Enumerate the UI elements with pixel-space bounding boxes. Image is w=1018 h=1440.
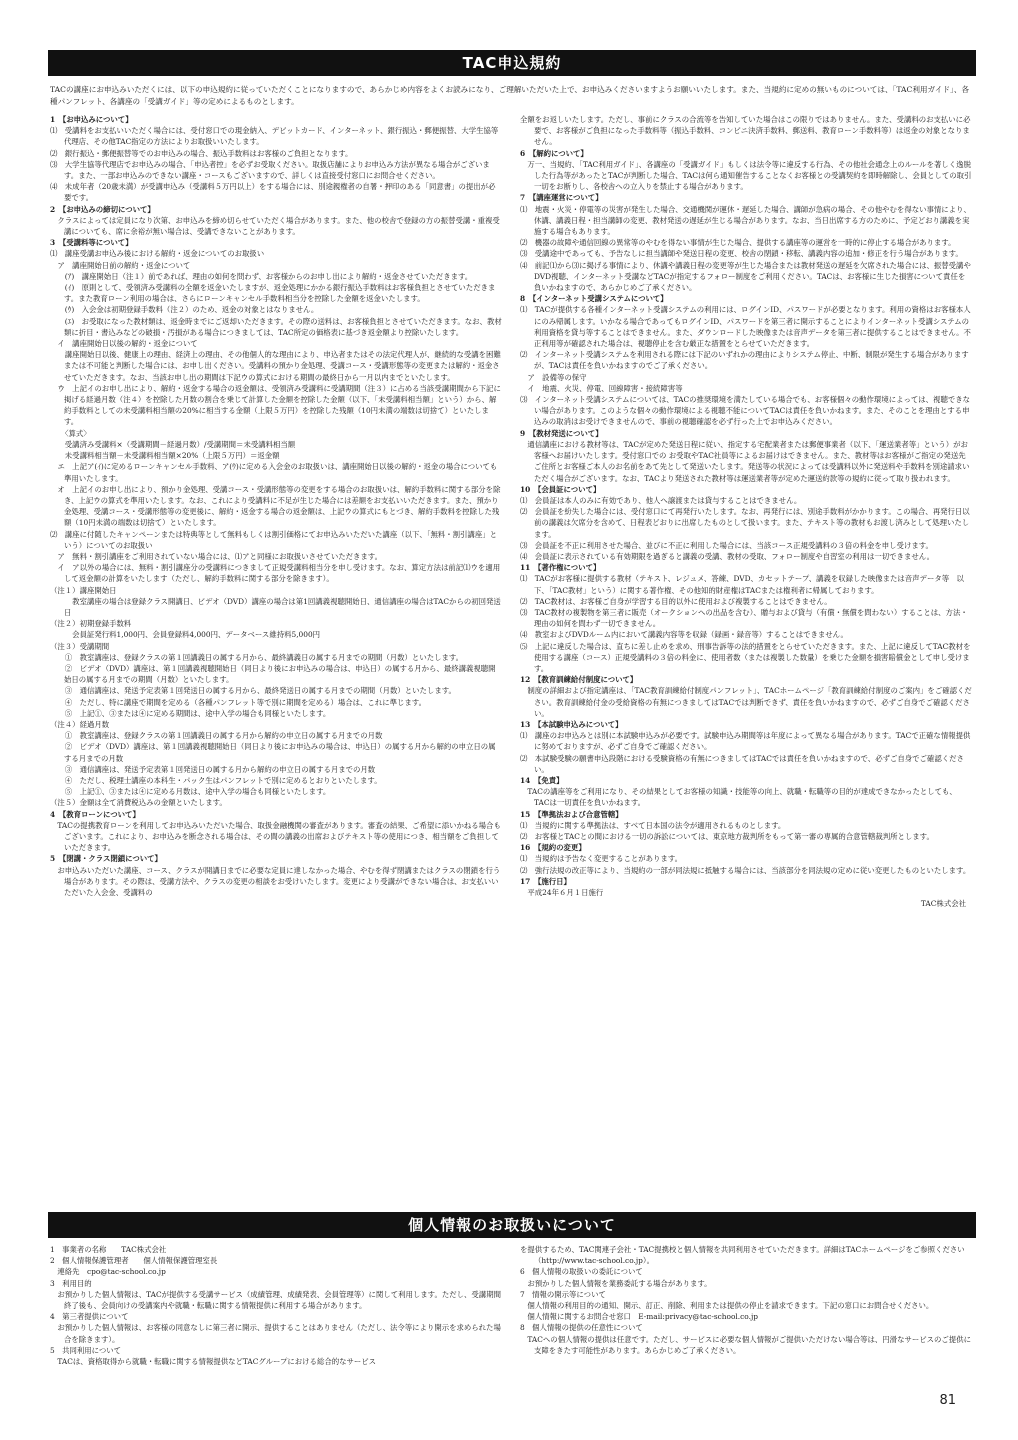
paragraph: ⑵ インターネット受講システムを利用される際には下記のいずれかの理由によりシステム停止、中断、制限が発生する場合がありますが、TACは責任を負いかねますのでご了承ください。 bbox=[520, 350, 969, 371]
section-heading: 12 【教育訓練給付制度について】 bbox=[520, 675, 638, 685]
paragraph: を提供するため、TAC関連子会社・TAC提携校と個人情報を共同利用させていただきます。詳細はTACホームページをご参照ください（http://www.tac-school.co.jp）。 bbox=[520, 1245, 965, 1266]
paragraph: 8 個人情報の提供の任意性について bbox=[520, 1323, 643, 1333]
paragraph: TACは、資格取得から就職・転職に関する情報提供などTACグループにおける総合的なサービス bbox=[50, 1357, 377, 1367]
paragraph: TACへの個人情報の提供は任意です。ただし、サービスに必要な個人情報がご提供いただけない場合等は、円滑なサービスのご提供に支障をきたす可能性があります。あらかじめご了承ください。 bbox=[520, 1334, 971, 1355]
paragraph: ⑶ 会員証を不正に利用させた場合、並びに不正に利用した場合には、当該コース正規受講料の３倍の料金を申し受けます。 bbox=[520, 540, 933, 550]
paragraph: ⑴ 当規約に関する準拠法は、すべて日本国の法令が適用されるものとします。 bbox=[520, 820, 786, 830]
paragraph: 7 情報の開示等について bbox=[520, 1289, 606, 1299]
paragraph: （注３）受講期間 bbox=[50, 641, 110, 651]
paragraph: ⑵ お客様とTACとの間における一切の訴訟については、東京地方裁判所をもって第一審の専属的合意管轄裁判所とします。 bbox=[520, 832, 934, 841]
paragraph: ② ビデオ（DVD）講座は、第１回講義視聴開始日（同日より後にお申込みの場合は、申込日）の属する月から、最終講義視聴開始日の属する月までの期間（月数）といたします。 bbox=[50, 663, 496, 685]
paragraph: オ 上記イのお申し出により、預かり金処理、受講コース・受講形態等の変更をする場合のお取扱いは、解約手数料に関する部分を除き、上記ウの算式を準用いたします。なお、これにより受講料に不足が生じた場合には差額をお支払いいただきます。また、預かり金処理、受講コース・受講形態等の変更後に、解約・返金する場合の返金額は、上記ウの算式にもとづき、解約手数料を控除した残額（10円未満の端数は切捨て）といたします。 bbox=[50, 484, 501, 528]
paragraph: ② ビデオ（DVD）講座は、第１回講義視聴開始日（同日より後にお申込みの場合は、申込日）の属する月から解約の申立日の属する月までの月数 bbox=[50, 742, 496, 763]
paragraph: 制度の詳細および指定講座は、「TAC教育訓練給付制度パンフレット」、TACホームページ「教育訓練給付制度のご案内」をご確認ください。教育訓練給付金の受給資格の有無につきましてはTACでは判断できず、責任を負いかねますので、必ずご自身でご確認ください。 bbox=[520, 686, 972, 718]
paragraph: ⑵ 機器の故障や通信回線の異常等のやむを得ない事情が生じた場合、提供する講座等の運営を一時的に停止する場合があります。 bbox=[520, 238, 956, 248]
paragraph: 全額をお返しいたします。ただし、事前にクラスの合流等を告知していた場合はこの限りではありません。また、受講料のお支払いに必要で、お客様がご負担になった手数料等（振込手数料、コンビニ決済手数料、郵送料、教育ローン手数料等）は返金の対象となりません。 bbox=[520, 115, 971, 147]
paragraph: TACの提携教育ローンを利用してお申込みいただいた場合、取扱金融機関の審査があります。審査の結果、ご希望に添いかねる場合もございます。これにより、お申込みを断念される場合は、その間の講義の出席およびテキスト等の使用につき、相当額をご負担していただきます。 bbox=[50, 820, 501, 853]
paragraph: エ 上記ア(ｲ)に定めるローンキャンセル手数料、ア(ｳ)に定める入会金のお取扱いは、講座開始日以後の解約・返金の場合についても準用いたします。 bbox=[50, 462, 498, 483]
paragraph: ⑷ 会員証に表示されている有効期限を過ぎると講義の受講、教材の受取、フォロー制度や自習室の利用は一切できません。 bbox=[520, 551, 934, 561]
paragraph: ⑴ TACが提供する各種インターネット受講システムの利用には、ログインID、パスワードが必要となります。利用の資格はお客様本人にのみ帰属します。いかなる場合であってもログインID、パスワードを第三者に開示することによりインターネット受講システムの利用資格を貸与等することはできません。また、ダウンロードした映像または音声データを第三者に提供することはできません。不正利用等が確認された場合は、視聴停止を含む厳正な措置をとらせていただきます。 bbox=[520, 305, 971, 349]
section-heading: 10 【会員証について】 bbox=[520, 484, 601, 494]
paragraph: ⑷ 前記⑴から⑶に掲げる事情により、休講や講義日程の変更等が生じた場合または教材発送の遅延を欠席された場合には、振替受講やDVD視聴、インターネット受講などTACが指定するフォロー制度をご利用ください。TACは、お客様に生じた損害について責任を負いかねますので、あらかじめご了承ください。 bbox=[520, 260, 971, 293]
terms-column-right bbox=[520, 114, 972, 1184]
section-heading: 3 【受講料等について】 bbox=[50, 238, 133, 248]
paragraph: ⑶ 大学生協等代理店でお申込みの場合、「申込者控」を必ずお受取ください。取扱店舗によりお申込み方法が異なる場合がございます。また、一部お申込みのできない講座・コースもございますので、詳しくは直接受付窓口にお問合せください。 bbox=[50, 159, 490, 181]
section-heading: 5 【閉講・クラス閉鎖について】 bbox=[50, 854, 162, 864]
privacy-title: 個人情報のお取扱いについて bbox=[48, 1212, 976, 1238]
paragraph: ④ ただし、税理士講座の本科生・パック生はパンフレットで別に定めるとおりといたします。 bbox=[50, 775, 382, 785]
paragraph: 2 個人情報保護管理者 個人情報保護管理室長 bbox=[50, 1256, 218, 1266]
paragraph: ① 教室講座は、登録クラスの第１回講義日の属する月から、最終講義日の属する月までの期間（月数）といたします。 bbox=[50, 652, 464, 662]
paragraph: クラスによっては定員になり次第、お申込みを締め切らせていただく場合があります。また、他の校舎で登録の方の振替受講・重複受講についても、席に余裕が無い場合は、受講できないことがあります。 bbox=[50, 215, 500, 237]
section-heading: 2 【お申込みの締切について】 bbox=[50, 204, 155, 214]
paragraph: お預かりした個人情報は、TACが提供する受講サービス（成績管理、成績発表、会員管理等）に関して利用します。ただし、受講期間終了後も、会員向けの受講案内や就職・転職に関する情報提供に利用する場合があります。 bbox=[50, 1289, 501, 1311]
section-heading: 1 【お申込みについて】 bbox=[50, 115, 133, 124]
paragraph: ⑵ 会員証を紛失した場合には、受付窓口にて再発行いたします。なお、再発行には、別途手数料がかかります。この場合、再発行日以前の講義は欠席分を含めて、日程表どおりに出席したものとして扱います。また、テキスト等の教材もお渡し済みとして処理いたします。 bbox=[520, 507, 970, 539]
terms-column-left bbox=[50, 114, 502, 1184]
section-heading: 13 【本試験申込みについて】 bbox=[520, 719, 623, 729]
paragraph: ⑴ 講座受講お申込み後における解約・返金についてのお取扱い bbox=[50, 249, 265, 259]
paragraph: (ｱ) 講座開始日（注１）前であれば、理由の如何を問わず、お客様からのお申し出により解約・返金させていただきます。 bbox=[50, 271, 473, 281]
paragraph: ⑵ 強行法規の改正等により、当規約の一部が同法規に抵触する場合には、当該部分を同法規の定めに従い変更したものといたします。 bbox=[520, 865, 971, 875]
terms-intro: TACの講座にお申込みいただくには、以下の申込規約に従っていただくことになりますので、あらかじめ内容をよくお読みになり、ご理解いただいた上で、お申込みくださいますようお願いいたします。また、当規約に定めの無いものについては、「TAC利用ガイド」、各種パンフレット、各講座の「受講ガイド」等の定めによるものとします。 bbox=[50, 85, 970, 106]
section-heading: 8 【インターネット受講システムについて】 bbox=[520, 294, 668, 304]
paragraph: 講座開始日以後、健康上の理由、経済上の理由、その他個人的な理由により、申込者またはその法定代理人が、継続的な受講を困難または不可能と判断した場合には、お申し出ください。受講料の預かり金処理、受講コース・受講形態等の変更または解約・返金させていただきます。なお、当該お申し出の期間は下記ウの算式における期間の最終日から一月以内までといたします。 bbox=[50, 350, 501, 382]
paragraph: 個人情報に関するお問合せ窓口 E-mail:privacy@tac-school.co.jp bbox=[520, 1312, 758, 1322]
paragraph: 4 第三者提供について bbox=[50, 1312, 129, 1322]
paragraph: お申込みいただいた講座、コース、クラスが開講日までに必要な定員に達しなかった場合、やむを得ず閉講またはクラスの閉鎖を行う場合があります。その際は、受講方法や、クラスの変更の相談をお受けいたします。変更により受講ができない場合は、お支払いいただいた入会金、受講料の bbox=[50, 865, 501, 898]
paragraph: 3 利用目的 bbox=[50, 1278, 92, 1288]
paragraph: ⑴ 当規約は予告なく変更することがあります。 bbox=[520, 854, 683, 864]
paragraph: 万一、当規約、「TAC利用ガイド」、各講座の「受講ガイド」もしくは法令等に違反する行為、その他社会通念上のルールを著しく逸脱した行為等があったとTACが判断した場合、TACは何ら通知催告することなくお客様との受講契約を即時解除し、会員としての取引一切をお断りし、各校舎への立入りを禁止する場合があります。 bbox=[520, 159, 972, 192]
paragraph: ア 設備等の保守 bbox=[520, 372, 587, 382]
section-heading: 9 【教材発送について】 bbox=[520, 428, 603, 438]
paragraph: ④ ただし、特に講座で期間を定める（各種パンフレット等で別に期間を定める）場合は、これに準じます。 bbox=[50, 697, 426, 707]
paragraph: ⑴ TACがお客様に提供する教材（テキスト、レジュメ、答練、DVD、カセットテープ、講義を収録した映像または音声データ等 以下、「TAC教材」という）に関する著作権、その他知的財産権はTACまたは権利者に帰属しております。 bbox=[520, 574, 964, 595]
paragraph: （注２）初期登録手数料 bbox=[50, 619, 132, 629]
paragraph: 教室講座の場合は登録クラス開講日、ビデオ（DVD）講座の場合は第1回講義視聴開始日、通信講座の場合はTACからの初回発送日 bbox=[50, 596, 501, 617]
paragraph: TACの講座等をご利用になり、その結果としてお客様の知識・技能等の向上、就職・転職等の目的が達成できなかったとしても、TACは一切責任を負いかねます。 bbox=[520, 787, 957, 808]
paragraph: ⑵ 本試験受験の願書申込段階における受験資格の有無につきましてはTACでは責任を負いかねますので、必ずご自身でご確認ください。 bbox=[520, 753, 964, 774]
section-heading: 16 【規約の変更】 bbox=[520, 843, 586, 853]
paragraph: 6 個人情報の取扱いの委託について bbox=[520, 1267, 643, 1277]
paragraph: 会員証発行料1,000円、会員登録料4,000円、データベース維持料5,000円 bbox=[50, 630, 321, 640]
section-heading: 14 【免責】 bbox=[520, 775, 564, 785]
paragraph: 〈算式〉 bbox=[50, 428, 91, 438]
section-heading: 15 【準拠法および合意管轄】 bbox=[520, 809, 623, 819]
paragraph: 平成24年６月１日施行 bbox=[520, 888, 604, 898]
section-heading: 4 【教育ローンについて】 bbox=[50, 809, 140, 819]
paragraph: ⑵ 銀行振込・郵便振替等でのお申込みの場合、振込手数料はお客様のご負担となります。 bbox=[50, 148, 353, 158]
paragraph: ③ 通信講座は、発送予定表第１回発送日の属する月から、最終発送日の属する月までの期間（月数）といたします。 bbox=[50, 686, 456, 696]
paragraph: ⑷ 未成年者（20歳未満）が受講申込み（受講料５万円以上）をする場合には、別途親権者の自署・押印のある「同意書」の提出が必要です。 bbox=[50, 182, 496, 203]
paragraph: (ｲ) 原則として、受領済み受講料の全額を返金いたしますが、返金処理にかかる銀行振込手数料はお客様負担とさせていただきます。また教育ローン利用の場合は、さらにローンキャンセル手数料相当分を控除した金額を返金いたします。 bbox=[50, 283, 496, 304]
paragraph: ① 教室講座は、登録クラスの第１回講義日の属する月から解約の申立日の属する月までの月数 bbox=[50, 731, 383, 741]
privacy-column-right bbox=[520, 1244, 972, 1394]
paragraph: 通信講座における教材等は、TACが定めた発送日程に従い、指定する宅配業者または郵便事業者（以下、「運送業者等」という）がお客様へお届けいたします。受付窓口での お受取やTAC社員等によるお届けはできません。また、教材等はお客様がご指定の発送先ご住所とお客様ご本人のお名前をあて先として発送いたします。発送等の状況によっては受講料以外に発送料や手数料を別途請求いただく場合がございます。なお、TACより発送された教材等は運送業者等が定めた運送約款等の規約に従って取り扱われます。 bbox=[520, 439, 970, 483]
privacy-column-left bbox=[50, 1244, 502, 1394]
paragraph: ⑴ 地震・火災・停電等の災害が発生した場合、交通機関が運休・遅延した場合、講師が急病の場合、その他やむを得ない事情により、休講、講義日程・担当講師の変更、教材発送の遅延が生じる場合があります。なお、当日出席する方のために、予定どおり講義を実施する場合もあります。 bbox=[520, 204, 971, 237]
paragraph: ア 無料・割引講座をご利用されていない場合には、⑴アと同様にお取扱いさせていただきます。 bbox=[50, 551, 382, 561]
paragraph: 受講済み受講料×（受講期間－経過月数）/受講期間＝未受講料相当額 bbox=[50, 439, 296, 449]
paragraph: ⑴ 受講料をお支払いいただく場合には、受付窓口での現金納入、デビットカード、インターネット、銀行振込・郵便振替、大学生協等代理店、その他TAC指定の方法によりお取扱いいたします。 bbox=[50, 126, 499, 147]
terms-title: TAC申込規約 bbox=[48, 50, 976, 76]
paragraph: ⑶ TAC教材の複製物を第三者に販売（オークションへの出品を含む）、贈与および貸与（有償・無償を問わない）することは、方法・理由の如何を問わず一切できません。 bbox=[520, 607, 968, 629]
paragraph: ア 講座開始日前の解約・返金について bbox=[50, 260, 191, 270]
paragraph: ⑤ 上記①、③または④に定める期間は、途中入学の場合も同様といたします。 bbox=[50, 708, 331, 718]
paragraph: 5 共同利用について bbox=[50, 1345, 122, 1355]
paragraph: 個人情報の利用目的の通知、開示、訂正、削除、利用または提供の停止を請求できます。下記の窓口にお問合せください。 bbox=[520, 1301, 934, 1311]
section-heading: 17 【施行日】 bbox=[520, 876, 571, 886]
paragraph: イ ア以外の場合には、無料・割引講座分の受講料につきまして正規受講料相当分を申し受けます。なお、算定方法は前記⑴ウを適用して返金額の計算をいたします（ただし、解約手数料に関する部分を除きます）。 bbox=[50, 563, 501, 584]
paragraph: ⑤ 上記①、③または④に定める月数は、途中入学の場合も同様といたします。 bbox=[50, 787, 331, 797]
paragraph: ⑴ 講座のお申込みとは別に本試験申込みが必要です。試験申込み期間等は年度によって異なる場合があります。TACで正確な情報提供に努めておりますが、必ずご自身でご確認ください。 bbox=[520, 731, 971, 752]
paragraph: (ｴ) お受取になった教材類は、返金時までにご返却いただきます。その際の送料は、お客様負担とさせていただきます。なお、教材類に折目・書込みなどの破損・汚損がある場合につきましては、TAC所定の価格表に基づき返金額より控除いたします。 bbox=[50, 316, 502, 337]
paragraph: ③ 通信講座は、発送予定表第１回発送日の属する月から解約の申立日の属する月までの月数 bbox=[50, 764, 376, 774]
paragraph: 未受講料相当額－未受講料相当額×20%（上限５万円）＝返金額 bbox=[50, 451, 280, 461]
paragraph: （注５）金額は全て消費税込みの金額といたします。 bbox=[50, 798, 227, 808]
section-heading: 11 【著作権について】 bbox=[520, 563, 601, 573]
paragraph: イ 地震、火災、停電、回線障害・接続障害等 bbox=[520, 383, 683, 393]
paragraph: （注４）経過月数 bbox=[50, 719, 110, 729]
section-heading: 6 【解約について】 bbox=[520, 148, 588, 158]
paragraph: ⑵ TAC教材は、お客様ご自身が学習する目的以外に使用および複製することはできません。 bbox=[520, 596, 832, 606]
paragraph: 1 事業者の名称 TAC株式会社 bbox=[50, 1245, 167, 1254]
paragraph: ⑸ 上記に違反した場合は、直ちに差し止めを求め、刑事告訴等の法的措置をとらせていただきます。また、上記に違反してTAC教材を使用する講座（コース）正規受講料の３倍の料金に、使用者数（または複製した数量）を乗じた金額を損害賠償金として申し受けます。 bbox=[520, 641, 971, 673]
paragraph: (ｳ) 入会金は初期登録手数料（注２）のため、返金の対象とはなりません。 bbox=[50, 305, 319, 315]
paragraph: お預かりした個人情報は、お客様の同意なしに第三者に開示、提供することはありません（ただし、法令等により開示を求められた場合を除きます）。 bbox=[50, 1323, 501, 1344]
paragraph: 連絡先 cpo@tac-school.co.jp bbox=[50, 1267, 166, 1277]
paragraph: ウ 上記イのお申し出により、解約・返金する場合の返金額は、受領済み受講料に受講期間（注３）に占める当該受講期間から下記に掲げる経過月数（注４）を控除した月数の割合を乗じて計算した金額を控除した金額（以下、「未受講料相当額」という）から、解約手数料としての未受講料相当額の20%に相当する金額（上限５万円）を控除した残額（10円未満の端数は切捨て）といたします。 bbox=[50, 383, 501, 427]
paragraph: ⑷ 教室およびDVDルーム内において講義内容等を収録（録画・録音等）することはできません。 bbox=[520, 630, 848, 640]
paragraph: ⑶ 受講途中であっても、予告なしに担当講師や発送日程の変更、校舎の閉鎖・移転、講義内容の追加・修正を行う場合があります。 bbox=[520, 249, 963, 259]
section-heading: 7 【講座運営について】 bbox=[520, 193, 603, 203]
page-number: 81 bbox=[939, 1393, 956, 1408]
paragraph: イ 講座開始日以後の解約・返金について bbox=[50, 339, 198, 349]
signature-company: TAC株式会社 bbox=[920, 899, 966, 909]
paragraph: ⑴ 会員証は本人のみに有効であり、他人へ譲渡または貸与することはできません。 bbox=[520, 495, 802, 505]
paragraph: ⑵ 講座に付随したキャンペーンまたは特典等として無料もしくは割引価格にてお申込みいただいた講座（以下、「無料・割引講座」という）についてのお取扱い bbox=[50, 529, 497, 550]
paragraph: お預かりした個人情報を業務委託する場合があります。 bbox=[520, 1278, 712, 1288]
paragraph: ⑶ インターネット受講システムについては、TACの推奨環境を満たしている場合でも、お客様個々の動作環境によっては、視聴できない場合があります。このような個々の動作環境による視聴不能についてTACは責任を負いかねます。また、そのことを理由とする申込みの取消はお受けできませんので、事前の視聴確認を必ず行った上でお申込みください。 bbox=[520, 395, 971, 427]
paragraph: （注１）講座開始日 bbox=[50, 585, 117, 595]
